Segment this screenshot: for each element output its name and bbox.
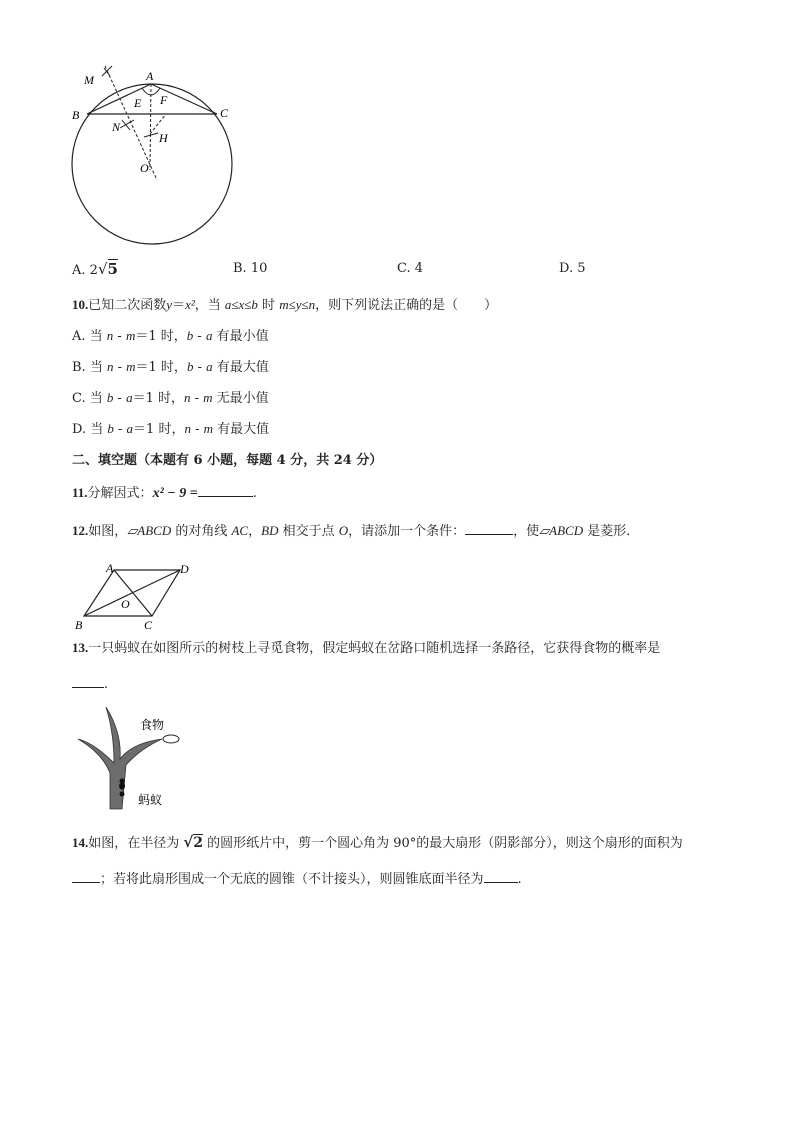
dashed-ao	[150, 84, 151, 170]
t: 有最大值	[212, 360, 269, 375]
t: 当	[89, 360, 107, 375]
section-title: 二、填空题（本题有 6 小题，每题 4 分，共 24 分）	[72, 453, 383, 468]
q9-option-a	[72, 261, 118, 279]
v: b	[107, 421, 114, 436]
arc-mark-m	[102, 66, 112, 76]
question-number: 11.	[72, 485, 88, 500]
q13-line2	[72, 675, 108, 693]
label-f: F	[160, 93, 168, 107]
label-h: H	[159, 131, 168, 145]
option-letter: D.	[559, 261, 578, 276]
label-a: A	[106, 561, 114, 575]
option-letter: B.	[72, 360, 90, 375]
t: 当	[89, 391, 107, 406]
t: ＝1 时，	[133, 422, 185, 437]
q14-line1	[72, 834, 683, 852]
q9-option-b	[233, 261, 267, 277]
segment-ab	[87, 84, 151, 114]
question-number: 12.	[72, 523, 89, 538]
t: -	[190, 391, 204, 406]
answer-blank[interactable]	[484, 870, 518, 883]
t: ＝1 时，	[132, 391, 184, 406]
v: O	[338, 523, 349, 538]
answer-blank[interactable]	[72, 675, 104, 688]
v: ▱ABCD	[539, 523, 584, 538]
t: .	[517, 872, 522, 887]
v: n	[184, 421, 191, 436]
option-letter: A.	[72, 329, 90, 344]
v: m	[125, 328, 136, 343]
t: 如图，	[88, 524, 128, 539]
var: x²	[185, 297, 195, 312]
answer-blank[interactable]	[72, 870, 100, 883]
q10-option-b	[72, 359, 269, 376]
sqrt-symbol: √	[183, 833, 194, 851]
label-n: N	[112, 120, 121, 134]
t: ，	[248, 524, 262, 539]
t: 有最大值	[213, 422, 270, 437]
q10-option-a	[72, 328, 269, 345]
label-e: E	[134, 96, 142, 110]
arc-mark-h	[144, 133, 158, 137]
circle-o	[72, 84, 232, 244]
v: n	[106, 359, 114, 374]
t: ，使	[513, 524, 540, 539]
t: -	[113, 329, 126, 344]
q13-line1	[72, 640, 660, 657]
var: a≤x≤b	[224, 297, 258, 312]
stem-text: ，则下列说法正确的是（ ）	[315, 298, 498, 313]
v: b	[186, 328, 194, 343]
v: ▱ABCD	[127, 523, 172, 538]
label-o: O	[121, 597, 130, 611]
q12	[72, 522, 639, 540]
radicand: 5	[107, 260, 118, 278]
t: 如图，在半径为	[88, 836, 184, 851]
tail: .	[104, 677, 109, 692]
t: 是菱形．	[583, 524, 640, 539]
food-label: 食物	[140, 718, 165, 732]
q12-figure	[72, 560, 197, 632]
option-text: 5	[577, 261, 586, 276]
arc-mark-n	[120, 120, 134, 130]
answer-blank[interactable]	[465, 522, 513, 535]
v: BD	[261, 523, 279, 538]
t: 有最小值	[212, 329, 269, 344]
t: ，请添加一个条件：	[348, 524, 466, 539]
ant-icon	[120, 779, 125, 796]
t: ；若将此扇形围成一个无底的圆锥（不计接头），则圆锥底面半径为	[100, 872, 484, 887]
label-b: B	[75, 618, 83, 632]
v: b	[186, 359, 194, 374]
t: 相交于点	[278, 524, 339, 539]
q10-stem	[72, 297, 497, 314]
t: 的圆形纸片中，剪一个圆心角为 90°的最大扇形（阴影部分），则这个扇形的面积为	[203, 836, 683, 851]
label-c: C	[144, 618, 153, 632]
label-d: D	[180, 562, 189, 576]
q10-option-d	[72, 421, 269, 438]
v: m	[203, 390, 213, 405]
label-c: C	[220, 106, 229, 120]
sqrt-symbol: √	[97, 260, 108, 278]
t: 当	[89, 329, 107, 344]
v: n	[183, 390, 191, 405]
var: m≤y≤n	[279, 297, 316, 312]
stem-text: ＝	[172, 298, 186, 313]
label-m: M	[84, 73, 94, 87]
option-text: 10	[250, 261, 268, 276]
answer-blank[interactable]	[198, 484, 253, 497]
v: a	[206, 359, 213, 374]
stem-text: 分解因式：	[87, 486, 153, 501]
question-number: 13.	[72, 640, 89, 655]
option-text: 4	[414, 261, 424, 276]
t: -	[193, 329, 206, 344]
t: 无最小值	[212, 391, 269, 406]
tail: .	[252, 486, 257, 501]
t: -	[113, 391, 127, 406]
stem-text: 一只蚂蚁在如图所示的树枝上寻觅食物，假定蚂蚁在岔路口随机选择一条路径，它获得食物的概率是	[88, 641, 661, 656]
t: ＝1 时，	[135, 360, 187, 375]
stem-text: 已知二次函数	[88, 298, 167, 313]
v: m	[203, 421, 214, 436]
stem-text: ，当	[194, 298, 225, 313]
t: ＝1 时，	[135, 329, 187, 344]
q11	[72, 484, 257, 502]
t: -	[193, 360, 207, 375]
food-icon	[163, 735, 179, 743]
v: a	[126, 390, 133, 405]
v: n	[106, 328, 114, 343]
t: -	[113, 360, 127, 375]
v: a	[126, 421, 134, 436]
stem-text: 时	[257, 298, 280, 313]
q9-option-c	[397, 261, 423, 277]
option-letter: C.	[397, 261, 415, 276]
expression: x² − 9 =	[152, 486, 198, 501]
q13-figure	[72, 703, 202, 811]
question-number: 14.	[72, 835, 89, 850]
question-number: 10.	[72, 297, 89, 312]
q9-figure	[62, 62, 242, 247]
v: m	[126, 359, 136, 374]
option-letter: B.	[233, 261, 251, 276]
t: -	[190, 422, 204, 437]
label-b: B	[72, 108, 80, 122]
q14-line2	[72, 870, 522, 888]
t: 的对角线	[171, 524, 232, 539]
t: -	[113, 422, 127, 437]
ant-label: 蚂蚁	[138, 793, 163, 807]
v: b	[106, 390, 114, 405]
t: 当	[90, 422, 108, 437]
q10-option-c	[72, 390, 269, 407]
option-coef: 2	[89, 263, 98, 278]
radicand: 2	[193, 835, 203, 851]
label-a: A	[146, 69, 154, 83]
var: y	[166, 297, 173, 312]
option-letter: C.	[72, 391, 90, 406]
label-o: O	[140, 161, 149, 175]
q9-option-d	[559, 261, 586, 277]
option-letter: A.	[72, 263, 90, 278]
v: AC	[231, 523, 249, 538]
v: a	[205, 328, 213, 343]
option-letter: D.	[72, 422, 91, 437]
